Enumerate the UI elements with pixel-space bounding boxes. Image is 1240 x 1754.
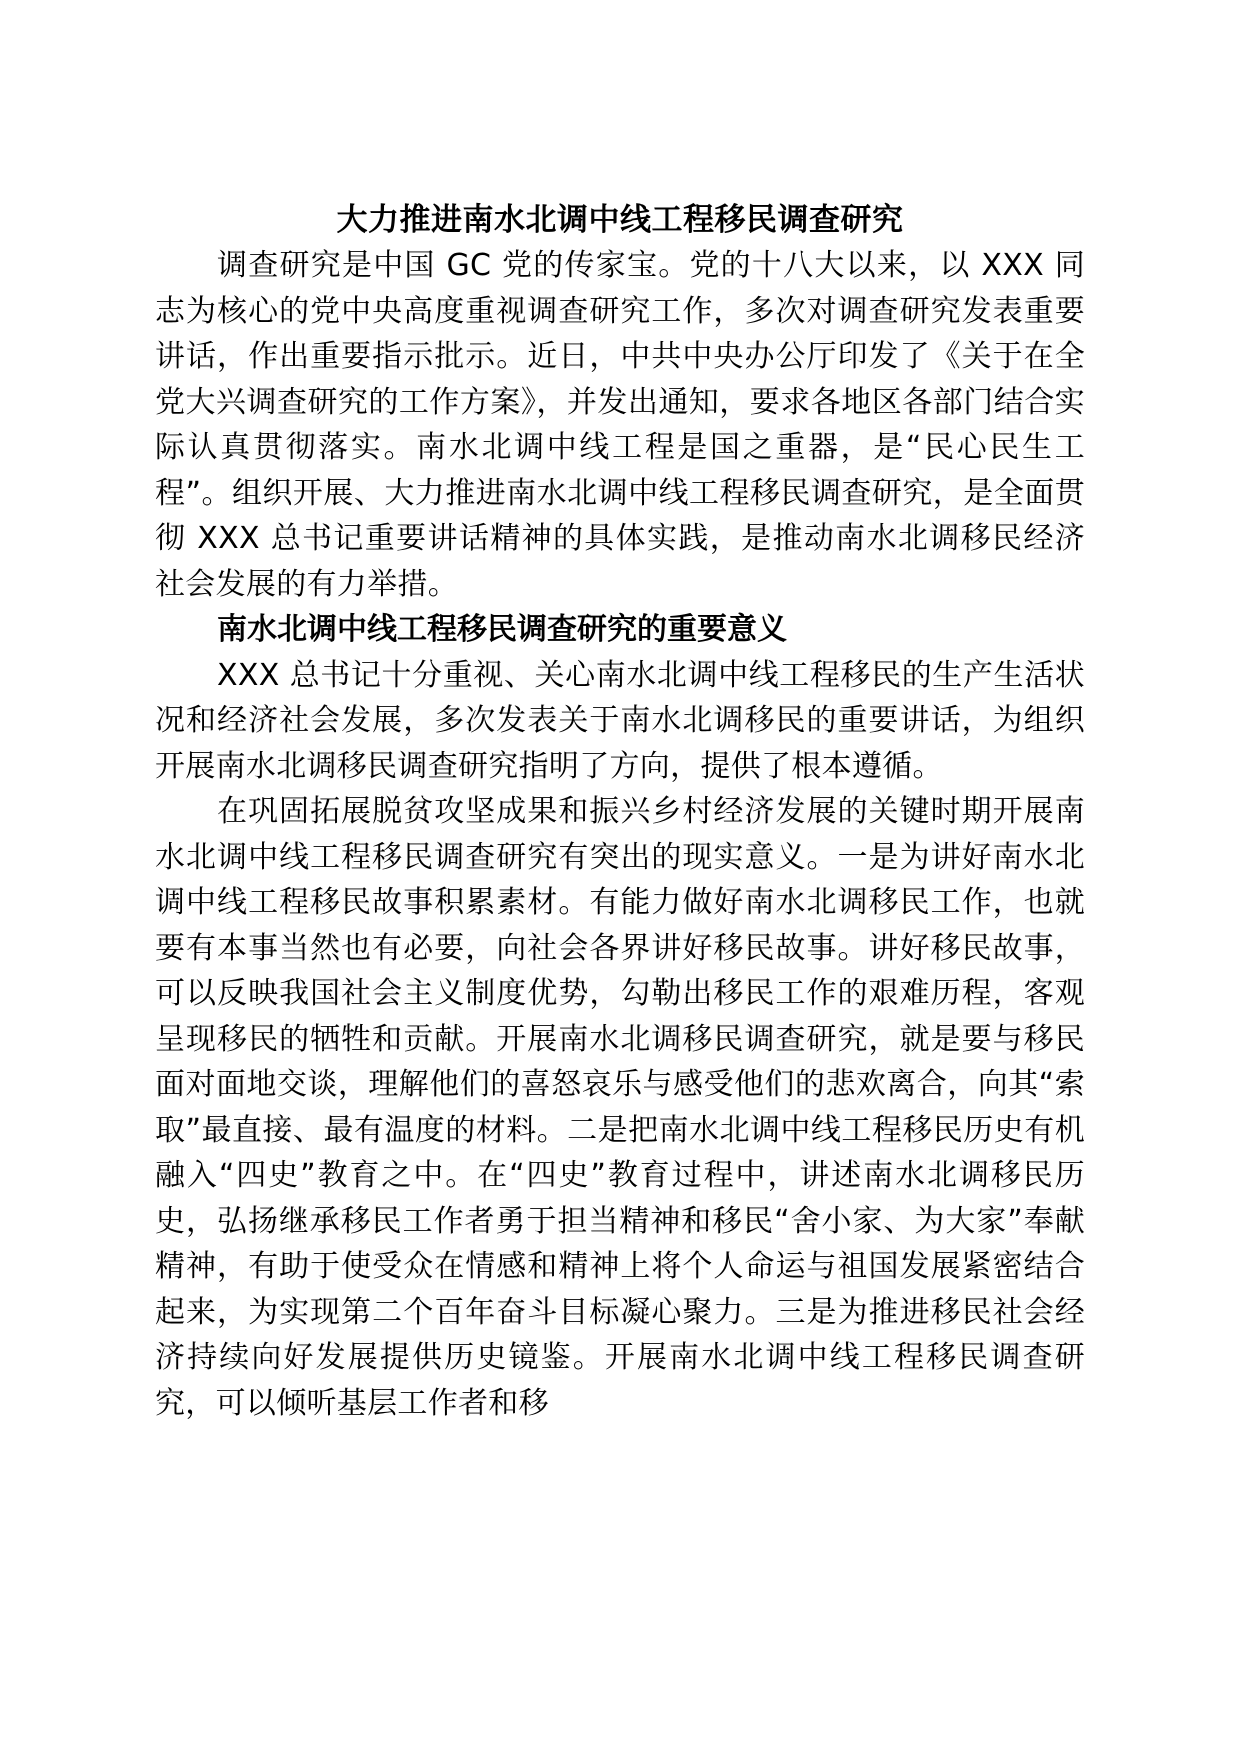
section-paragraph-2: 在巩固拓展脱贫攻坚成果和振兴乡村经济发展的关键时期开展南水北调中线工程移民调查研究有突出的现实意义。一是为讲好南水北调中线工程移民故事积累素材。有能力做好南水北调移民工作，也就要有本事当然也有必要，向社会各界讲好移民故事。讲好移民故事，可以反映我国社会主义制度优势，勾勒出移民工作的艰难历程，客观呈现移民的牺牲和贡献。开展南水北调移民调查研究，就是要与移民面对面地交谈，理解他们的喜怒哀乐与感受他们的悲欢离合，向其“索取”最直接、最有温度的材料。二是把南水北调中线工程移民历史有机融入“四史”教育之中。在“四史”教育过程中，讲述南水北调移民历史，弘扬继承移民工作者勇于担当精神和移民“舍小家、为大家”奉献精神，有助于使受众在情感和精神上将个人命运与祖国发展紧密结合起来，为实现第二个百年奋斗目标凝心聚力。三是为推进移民社会经济持续向好发展提供历史镜鉴。开展南水北调中线工程移民调查研究，可以倾听基层工作者和移: [155, 794, 1085, 1421]
document-page: [155, 198, 1085, 1426]
document-title: 大力推进南水北调中线工程移民调查研究: [336, 202, 904, 238]
intro-paragraph: 调查研究是中国 GC 党的传家宝。党的十八大以来，以 XXX 同志为核心的党中央高度重视调查研究工作，多次对调查研究发表重要讲话，作出重要指示批示。近日，中共中央办公厅印发了《关于在全党大兴调查研究的工作方案》，并发出通知，要求各地区各部门结合实际认真贯彻落实。南水北调中线工程是国之重器，是“民心民生工程”。组织开展、大力推进南水北调中线工程移民调查研究，是全面贯彻 XXX 总书记重要讲话精神的具体实践，是推动南水北调移民经济社会发展的有力举措。: [155, 248, 1085, 602]
section-heading: 南水北调中线工程移民调查研究的重要意义: [217, 612, 787, 647]
section-paragraph-1: XXX 总书记十分重视、关心南水北调中线工程移民的生产生活状况和经济社会发展，多次发表关于南水北调移民的重要讲话，为组织开展南水北调移民调查研究指明了方向，提供了根本遵循。: [155, 657, 1085, 784]
